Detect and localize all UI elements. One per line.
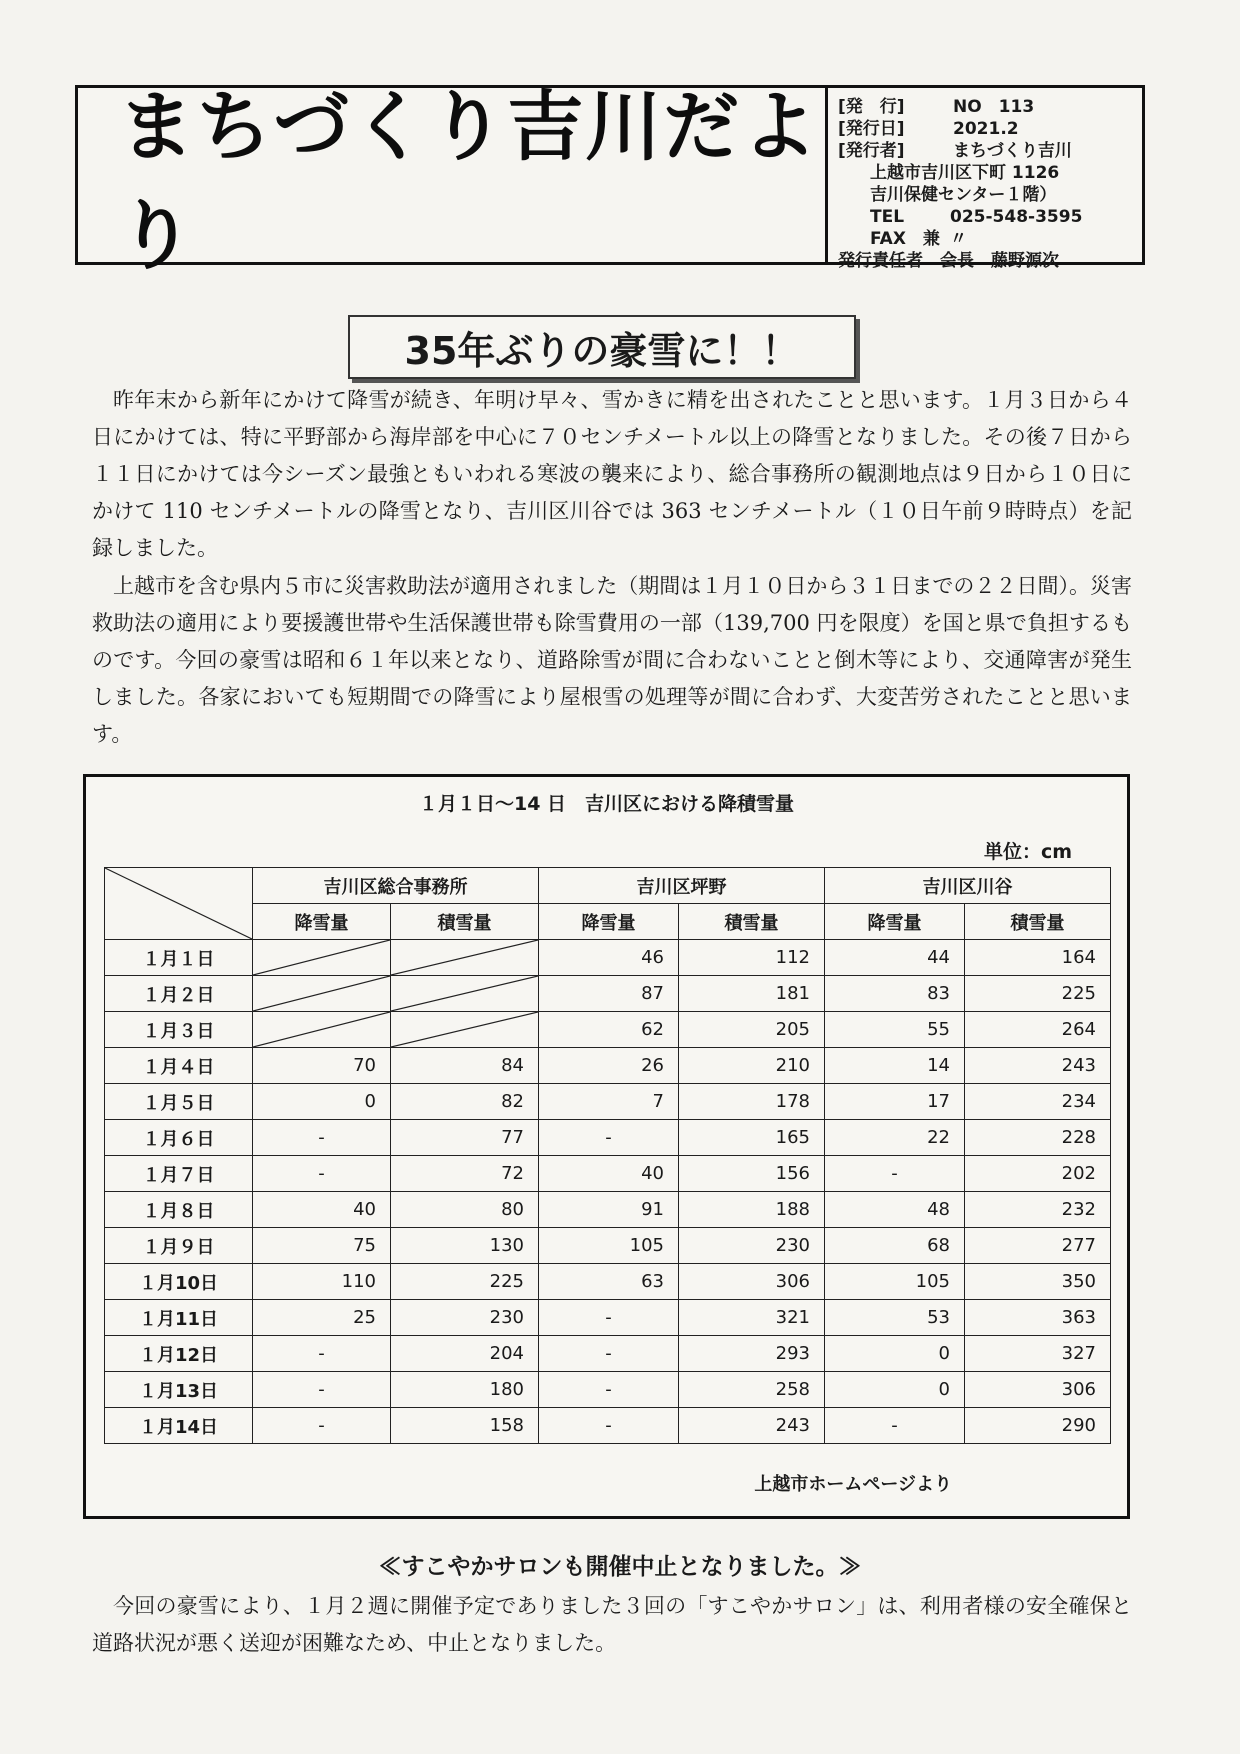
snowfall-cell: 63 — [539, 1264, 679, 1300]
row-date: １月３日 — [105, 1012, 253, 1048]
empty-cell — [253, 1012, 391, 1048]
row-date: １月14日 — [105, 1408, 253, 1444]
newsletter-title: まちづくり吉川だより — [118, 82, 820, 280]
table-row — [105, 1084, 1111, 1120]
colophon-tel: TEL 025-548-3595 — [870, 207, 1083, 227]
location-header-kawatani: 吉川区川谷 — [825, 868, 1111, 904]
table-source: 上越市ホームページより — [754, 1474, 952, 1495]
depth-cell: 225 — [965, 976, 1111, 1012]
depth-cell: 277 — [965, 1228, 1111, 1264]
colophon-publisher: [発行者] まちづくり吉川 — [838, 141, 1072, 161]
row-date: １月10日 — [105, 1264, 253, 1300]
snowfall-cell: - — [825, 1408, 965, 1444]
snowfall-cell: 0 — [825, 1372, 965, 1408]
depth-cell: 204 — [391, 1336, 539, 1372]
salon-notice-paragraph: 今回の豪雪により、１月２週に開催予定でありました３回の「すこやかサロン」は、利用者様の安全確保と道路状況が悪く送迎が困難なため、中止となりました。 — [92, 1594, 1132, 1655]
row-date: １月９日 — [105, 1228, 253, 1264]
row-date: １月６日 — [105, 1120, 253, 1156]
depth-cell: 264 — [965, 1012, 1111, 1048]
depth-cell: 232 — [965, 1192, 1111, 1228]
snowfall-cell: 55 — [825, 1012, 965, 1048]
colophon — [828, 88, 1142, 271]
depth-cell: 290 — [965, 1408, 1111, 1444]
row-date: １月13日 — [105, 1372, 253, 1408]
col-header-snowfall: 降雪量 — [253, 904, 391, 940]
depth-cell: 258 — [679, 1372, 825, 1408]
depth-cell: 77 — [391, 1120, 539, 1156]
col-header-depth: 積雪量 — [679, 904, 825, 940]
snowfall-cell: - — [539, 1300, 679, 1336]
row-date: １月５日 — [105, 1084, 253, 1120]
depth-cell: 210 — [679, 1048, 825, 1084]
empty-cell — [391, 940, 539, 976]
snowfall-cell: 105 — [539, 1228, 679, 1264]
snowfall-cell: 70 — [253, 1048, 391, 1084]
table-unit: 単位：cm — [983, 841, 1072, 863]
table-row — [105, 1336, 1111, 1372]
snowfall-cell: 22 — [825, 1120, 965, 1156]
empty-cell — [253, 976, 391, 1012]
depth-cell: 225 — [391, 1264, 539, 1300]
depth-cell: 243 — [965, 1048, 1111, 1084]
snowfall-cell: 91 — [539, 1192, 679, 1228]
row-date: １月７日 — [105, 1156, 253, 1192]
colophon-address: 上越市吉川区下町 1126 — [870, 163, 1060, 183]
snowfall-cell: 14 — [825, 1048, 965, 1084]
colophon-fax: FAX 兼 〃 — [870, 229, 967, 249]
table-header-row-measures — [105, 904, 1111, 940]
depth-cell: 205 — [679, 1012, 825, 1048]
colophon-address2: 吉川保健センター１階） — [870, 185, 1057, 205]
row-date: １月12日 — [105, 1336, 253, 1372]
colophon-issue: [発 行] NO 113 — [838, 97, 1035, 117]
table-row — [105, 1120, 1111, 1156]
snowfall-cell: - — [253, 1408, 391, 1444]
colophon-responsible: 発行責任者 会長 藤野源次 — [838, 251, 1059, 271]
snowfall-cell: 7 — [539, 1084, 679, 1120]
depth-cell: 306 — [679, 1264, 825, 1300]
depth-cell: 327 — [965, 1336, 1111, 1372]
row-date: １月２日 — [105, 976, 253, 1012]
snowfall-cell: 0 — [253, 1084, 391, 1120]
row-date: １月８日 — [105, 1192, 253, 1228]
snowfall-table-frame — [83, 774, 1130, 1519]
depth-cell: 243 — [679, 1408, 825, 1444]
snowfall-cell: 17 — [825, 1084, 965, 1120]
snowfall-cell: - — [825, 1156, 965, 1192]
table-title: １月１日～14 日 吉川区における降積雪量 — [418, 793, 795, 815]
table-row — [105, 1372, 1111, 1408]
depth-cell: 112 — [679, 940, 825, 976]
depth-cell: 72 — [391, 1156, 539, 1192]
col-header-depth: 積雪量 — [391, 904, 539, 940]
table-body — [105, 940, 1111, 1444]
table-header-row-locations — [105, 868, 1111, 904]
article-headline: 35年ぶりの豪雪に！！ — [348, 315, 856, 379]
colophon-date: [発行日] 2021.2 — [838, 119, 1019, 139]
snowfall-cell: 26 — [539, 1048, 679, 1084]
depth-cell: 202 — [965, 1156, 1111, 1192]
article-paragraph-1: 昨年末から新年にかけて降雪が続き、年明け早々、雪かきに精を出されたことと思います。１月３日から４日にかけては、特に平野部から海岸部を中心に７０センチメートル以上の降雪となりました。その後７日から１１日にかけては今シーズン最強ともいわれる寒波の襲来により、総合事務所の観測地点は９日から１０日にかけて 110 センチメートルの降雪となり、吉川区川谷では 363 センチメートル（１０日午前９時時点）を記録しました。 — [92, 388, 1132, 560]
snowfall-cell: - — [253, 1120, 391, 1156]
snowfall-cell: 83 — [825, 976, 965, 1012]
depth-cell: 164 — [965, 940, 1111, 976]
snowfall-cell: - — [253, 1372, 391, 1408]
depth-cell: 156 — [679, 1156, 825, 1192]
depth-cell: 188 — [679, 1192, 825, 1228]
snowfall-cell: 48 — [825, 1192, 965, 1228]
snowfall-cell: 68 — [825, 1228, 965, 1264]
col-header-depth: 積雪量 — [965, 904, 1111, 940]
table-row — [105, 976, 1111, 1012]
table-corner-cell — [105, 868, 253, 940]
empty-cell — [391, 976, 539, 1012]
snowfall-cell: 87 — [539, 976, 679, 1012]
snowfall-table — [104, 867, 1111, 1444]
snowfall-cell: 105 — [825, 1264, 965, 1300]
snowfall-cell: - — [539, 1372, 679, 1408]
row-date: １月11日 — [105, 1300, 253, 1336]
table-row — [105, 1048, 1111, 1084]
table-row — [105, 1300, 1111, 1336]
table-row — [105, 1408, 1111, 1444]
article-paragraph-2: 上越市を含む県内５市に災害救助法が適用されました（期間は１月１０日から３１日までの２２日間）。災害救助法の適用により要援護世帯や生活保護世帯も除雪費用の一部（139,700 円を限度）を国と県で負担するものです。今回の豪雪は昭和６１年以来となり、道路除雪が間に合わないことと倒木等により、交通障害が発生しました。各家においても短期間での降雪により屋根雪の処理等が間に合わず、大変苦労されたことと思います。 — [92, 574, 1132, 746]
depth-cell: 130 — [391, 1228, 539, 1264]
snowfall-cell: 44 — [825, 940, 965, 976]
table-row — [105, 1012, 1111, 1048]
snowfall-cell: - — [539, 1336, 679, 1372]
snowfall-cell: 0 — [825, 1336, 965, 1372]
depth-cell: 363 — [965, 1300, 1111, 1336]
snowfall-cell: 75 — [253, 1228, 391, 1264]
depth-cell: 293 — [679, 1336, 825, 1372]
table-row — [105, 1228, 1111, 1264]
row-date: １月１日 — [105, 940, 253, 976]
salon-notice-title: ≪すこやかサロンも開催中止となりました。≫ — [378, 1553, 862, 1580]
depth-cell: 84 — [391, 1048, 539, 1084]
depth-cell: 181 — [679, 976, 825, 1012]
snowfall-cell: - — [253, 1336, 391, 1372]
depth-cell: 82 — [391, 1084, 539, 1120]
snowfall-cell: - — [253, 1156, 391, 1192]
snowfall-cell: 40 — [253, 1192, 391, 1228]
table-row — [105, 1156, 1111, 1192]
snowfall-cell: - — [539, 1120, 679, 1156]
empty-cell — [391, 1012, 539, 1048]
depth-cell: 165 — [679, 1120, 825, 1156]
snowfall-cell: 62 — [539, 1012, 679, 1048]
depth-cell: 350 — [965, 1264, 1111, 1300]
snowfall-cell: - — [539, 1408, 679, 1444]
table-row — [105, 940, 1111, 976]
depth-cell: 158 — [391, 1408, 539, 1444]
col-header-snowfall: 降雪量 — [539, 904, 679, 940]
depth-cell: 306 — [965, 1372, 1111, 1408]
depth-cell: 230 — [679, 1228, 825, 1264]
depth-cell: 228 — [965, 1120, 1111, 1156]
snowfall-cell: 110 — [253, 1264, 391, 1300]
masthead — [78, 82, 828, 280]
location-header-tsubono: 吉川区坪野 — [539, 868, 825, 904]
row-date: １月４日 — [105, 1048, 253, 1084]
depth-cell: 230 — [391, 1300, 539, 1336]
snowfall-cell: 40 — [539, 1156, 679, 1192]
snowfall-cell: 53 — [825, 1300, 965, 1336]
snowfall-cell: 46 — [539, 940, 679, 976]
location-header-sogo: 吉川区総合事務所 — [253, 868, 539, 904]
depth-cell: 321 — [679, 1300, 825, 1336]
table-row — [105, 1264, 1111, 1300]
depth-cell: 180 — [391, 1372, 539, 1408]
depth-cell: 178 — [679, 1084, 825, 1120]
snowfall-cell: 25 — [253, 1300, 391, 1336]
depth-cell: 234 — [965, 1084, 1111, 1120]
depth-cell: 80 — [391, 1192, 539, 1228]
table-row — [105, 1192, 1111, 1228]
col-header-snowfall: 降雪量 — [825, 904, 965, 940]
masthead-box — [75, 82, 1145, 280]
empty-cell — [253, 940, 391, 976]
